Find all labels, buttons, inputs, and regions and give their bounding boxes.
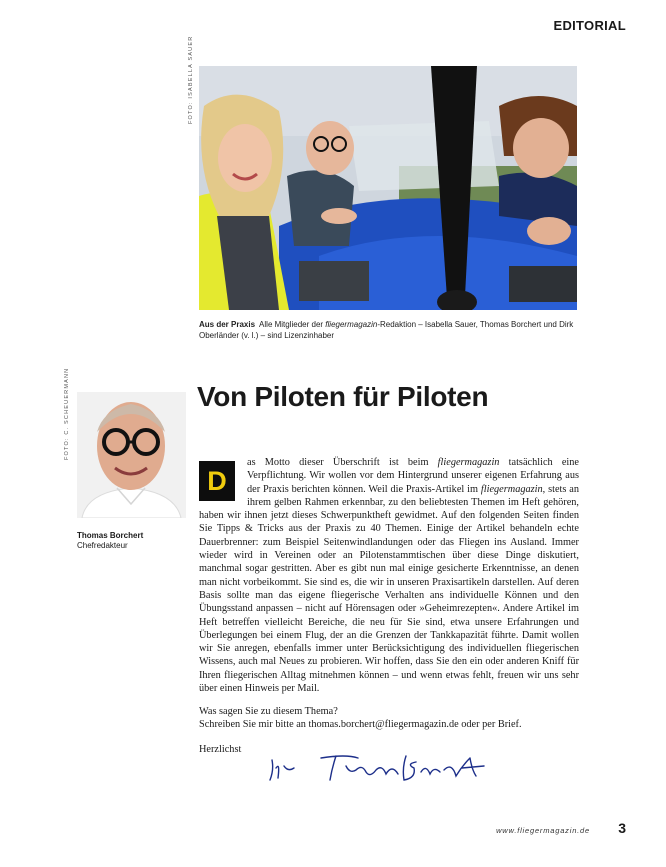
author-role: Chefredakteur [77, 541, 128, 550]
caption-magazine: fliegermagazin [325, 320, 378, 329]
body-part-2: tatsächlich eine Verpflichtung. Wir wollen vor dem Hintergrund unserer eigenen Erfahrung aus der Praxis berichten können. Weil die Praxis-Artikel im [247, 457, 580, 495]
closing-question: Was sagen Sie zu diesem Thema? [199, 706, 338, 717]
photo-credit-top: FOTO: ISABELLA SAUER [188, 35, 194, 124]
portrait-credit: FOTO: C. SCHEUERMANN [64, 367, 70, 460]
author-name: Thomas Borchert [77, 531, 144, 540]
caption-text-after: -Redaktion – Isabella Sauer, Thomas Borchert und Dirk Oberländer (v. l.) – sind Lizenzinhaber [199, 320, 574, 340]
team-photo [199, 66, 577, 310]
headline: Von Piloten für Piloten [197, 381, 489, 412]
body-part-1: as Motto dieser Überschrift ist beim [247, 457, 438, 468]
signature [266, 752, 496, 786]
body-magazine-1: fliegermagazin [437, 457, 500, 468]
caption-text-before: Alle Mitglieder der [259, 320, 326, 329]
closing-regards: Herzlichst [199, 744, 242, 755]
caption-lead: Aus der Praxis [199, 320, 256, 329]
photo-caption [199, 320, 579, 341]
editorial-body [199, 456, 579, 695]
author-portrait [77, 392, 186, 518]
body-magazine-2: fliegermagazin [480, 483, 543, 495]
body-part-3: , stets an ihrem gelben Rahmen erkennbar, zu den beliebtesten Themen im Heft gehören, haben wir ihnen jetzt dieses Schwerpunktheft gewidmet. Auf den folgenden Seiten finden Sie Tipps & Tricks aus der Praxis zu 40 Themen. Einige der Artikel behandeln echte Dauerbrenner: zum Beispiel Seitenwindlandungen oder das Fliegen ins Ausland. Immer wieder wird in Vereinen oder an Pilotenstammtischen über diese Dinge diskutiert, manchmal sogar gestritten. Aber es gibt nun mal einige gesicherte Erkenntnisse, an denen man nicht vorbeikommt. Sie sind es, die wir in unseren Praxisartikeln darstellen. Auf deren Basis sollte man das eigene fliegerische Verhalten ans individuelle Können und den Übungsstand anpassen – nicht auf Hörensagen oder »Geheimrezepten«. Andere Artikel im Heft betreffen vielleicht Bereiche, die neu für Sie sind, etwa unsere Erfahrungen und Überlegungen bei einem Flug, der an die Grenzen der Tankkapazität führte. Damit wollen wir Sie anregen, ebenfalls immer unter Berücksichtigung des individuellen fliegerischen Wissens, auch mal Neues zu probieren. Wir hoffen, dass Sie den ein oder anderen Kniff für Ihren fliegerischen Alltag mitnehmen können – und wenn etwas fehlt, freuen wir uns sehr über einen Hinweis per Mail. [199, 483, 580, 695]
page-number: 3 [618, 820, 626, 836]
section-label: EDITORIAL [553, 18, 626, 33]
closing-contact: Schreiben Sie mir bitte an thomas.borchert@fliegermagazin.de oder per Brief. [199, 719, 522, 730]
footer-url: www.fliegermagazin.de [496, 826, 590, 835]
drop-cap: D [199, 461, 235, 501]
